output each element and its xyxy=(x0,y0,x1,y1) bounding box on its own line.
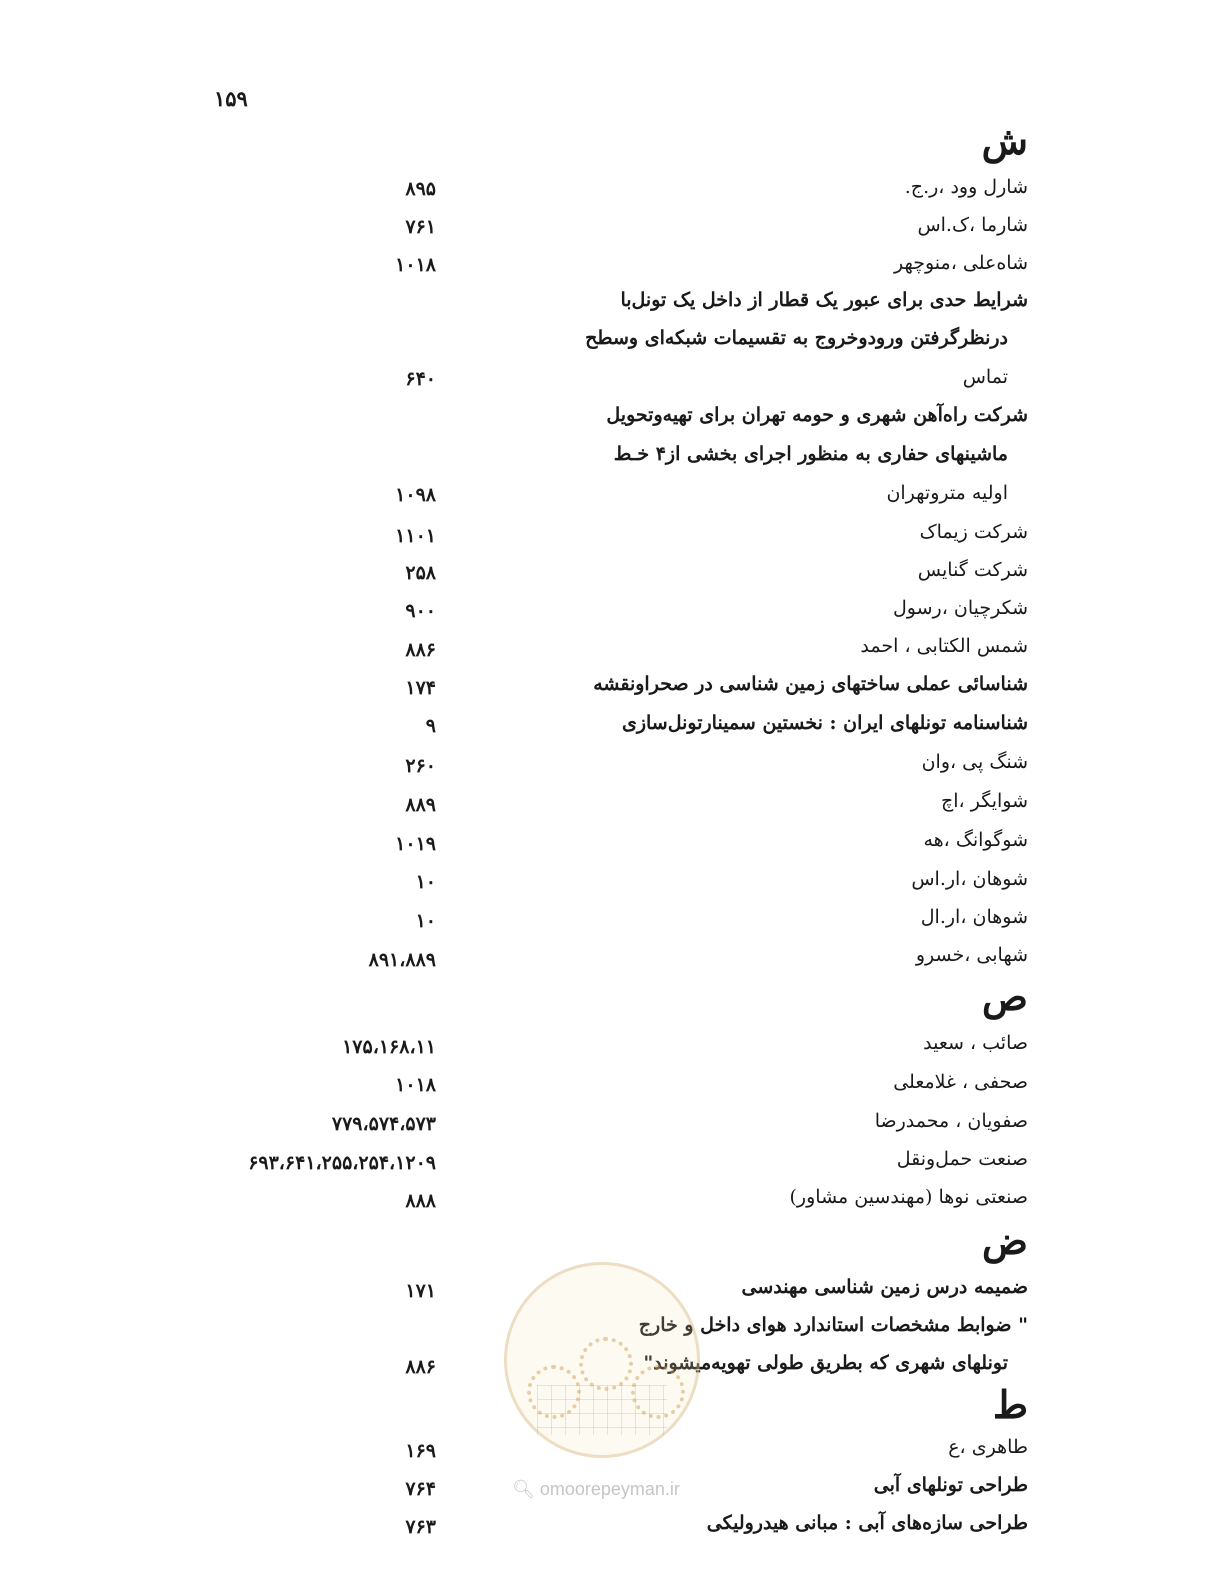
index-entry: شکرچیان ،رسول xyxy=(892,597,1028,619)
page-ref: ۷۶۳ xyxy=(405,1516,436,1538)
index-entry: صائب ، سعید xyxy=(923,1032,1028,1054)
page-ref: ۶۴۰ xyxy=(405,368,436,390)
page-ref: ۷۷۹،۵۷۴،۵۷۳ xyxy=(331,1113,436,1135)
index-entry: طراحی تونلهای آبی xyxy=(873,1474,1028,1496)
page-ref: ۱۷۴ xyxy=(405,677,436,699)
index-entry: شناسائی عملی ساختهای زمین شناسی در صحراونقشه xyxy=(593,673,1028,695)
index-entry: شمس الکتابی ، احمد xyxy=(860,635,1028,657)
page-ref: ۱۰۱۸ xyxy=(395,254,436,276)
index-entry: شرکت گنایس xyxy=(917,559,1028,581)
index-entry: شوگوانگ ،هه xyxy=(923,829,1028,851)
index-entry-continuation: تماس xyxy=(962,366,1008,388)
index-entry: طراحی سازه‌های آبی : مبانی هیدرولیکی xyxy=(706,1512,1028,1534)
watermark-logo xyxy=(504,1262,700,1458)
section-letter: ص xyxy=(982,974,1028,1019)
index-entry: صفویان ، محمدرضا xyxy=(874,1110,1028,1132)
page-ref: ۹ xyxy=(425,715,436,737)
page-ref: ۲۵۸ xyxy=(405,562,436,584)
index-entry: شوهان ،ار.اس xyxy=(911,868,1028,890)
index-entry: شاه‌علی ،منوچهر xyxy=(893,252,1028,274)
index-entry: " ضوابط مشخصات استاندارد هوای داخل و خارج xyxy=(638,1314,1028,1336)
page-ref: ۱۱۰۱ xyxy=(395,525,436,547)
index-entry: شهابی ،خسرو xyxy=(915,944,1028,966)
page-ref: ۸۸۶ xyxy=(405,639,436,661)
watermark-url: 🔍︎ omoorepeyman.ir xyxy=(512,1479,680,1499)
page-ref: ۲۶۰ xyxy=(405,755,436,777)
section-letter: ط xyxy=(992,1382,1028,1427)
page-ref: ۱۰۱۹ xyxy=(395,833,436,855)
section-letter: ض xyxy=(982,1218,1028,1263)
index-entry: شارل وود ،ر.ج. xyxy=(904,176,1028,198)
index-entry: شارما ،ک.اس xyxy=(917,214,1028,236)
index-entry-continuation: اولیه متروتهران xyxy=(886,482,1008,504)
section-letter: ش xyxy=(981,118,1028,163)
page-ref: ۱۷۱ xyxy=(405,1280,436,1302)
index-entry-continuation: درنظرگرفتن ورودوخروج به تقسیمات شبکه‌ای وسطح xyxy=(585,327,1008,349)
index-entry: شرایط حدی برای عبور یک قطار از داخل یک تونل‌با xyxy=(620,289,1028,311)
gear-icon xyxy=(579,1337,633,1391)
page-number: ۱۵۹ xyxy=(214,86,248,111)
index-entry: طاهری ،ع xyxy=(948,1436,1028,1458)
index-entry: ضمیمه درس زمین شناسی مهندسی xyxy=(741,1276,1028,1298)
index-entry: شرکت زیماک xyxy=(919,521,1028,543)
index-entry: شناسنامه تونلهای ایران : نخستین سمینارتونل‌سازی xyxy=(621,712,1028,734)
page-ref: ۱۶۹ xyxy=(405,1440,436,1462)
page-ref: ۸۹۵ xyxy=(405,178,436,200)
page-ref: ۱۰۹۸ xyxy=(395,484,436,506)
index-entry-continuation: ماشینهای حفاری به منظور اجرای بخشی از۴ خـط xyxy=(613,443,1008,465)
index-entry: صحفی ، غلامعلی xyxy=(893,1071,1028,1093)
page-ref: ۸۸۹ xyxy=(405,794,436,816)
page-ref: ۹۰۰ xyxy=(405,600,436,622)
index-entry-continuation: تونلهای شهری که بطریق طولی تهویه‌میشوند" xyxy=(643,1352,1008,1374)
page-ref: ۸۹۱،۸۸۹ xyxy=(368,949,436,971)
page-ref: ۱۰ xyxy=(415,871,436,893)
index-entry: شرکت راه‌آهن شهری و حومه تهران برای تهیه‌وتحویل xyxy=(606,404,1028,426)
grid-icon xyxy=(537,1385,667,1435)
page-ref: ۱۰ xyxy=(415,910,436,932)
index-entry: صنعتی نوها (مهندسین مشاور) xyxy=(789,1186,1028,1208)
page-ref: ۱۰۱۸ xyxy=(395,1074,436,1096)
index-entry: شوهان ،ار.ال xyxy=(920,906,1028,928)
page-ref: ۷۶۴ xyxy=(405,1478,436,1500)
page-ref: ۸۸۸ xyxy=(405,1190,436,1212)
index-entry: شنگ پی ،وان xyxy=(921,751,1028,773)
page-ref: ۱۷۵،۱۶۸،۱۱ xyxy=(342,1036,436,1058)
page-ref: ۷۶۱ xyxy=(405,216,436,238)
index-entry: شوایگر ،اچ xyxy=(941,790,1028,812)
index-entry: صنعت حمل‌ونقل xyxy=(896,1148,1028,1170)
page-ref: ۸۸۶ xyxy=(405,1356,436,1378)
page-ref: ۶۹۳،۶۴۱،۲۵۵،۲۵۴،۱۲۰۹ xyxy=(248,1152,436,1174)
